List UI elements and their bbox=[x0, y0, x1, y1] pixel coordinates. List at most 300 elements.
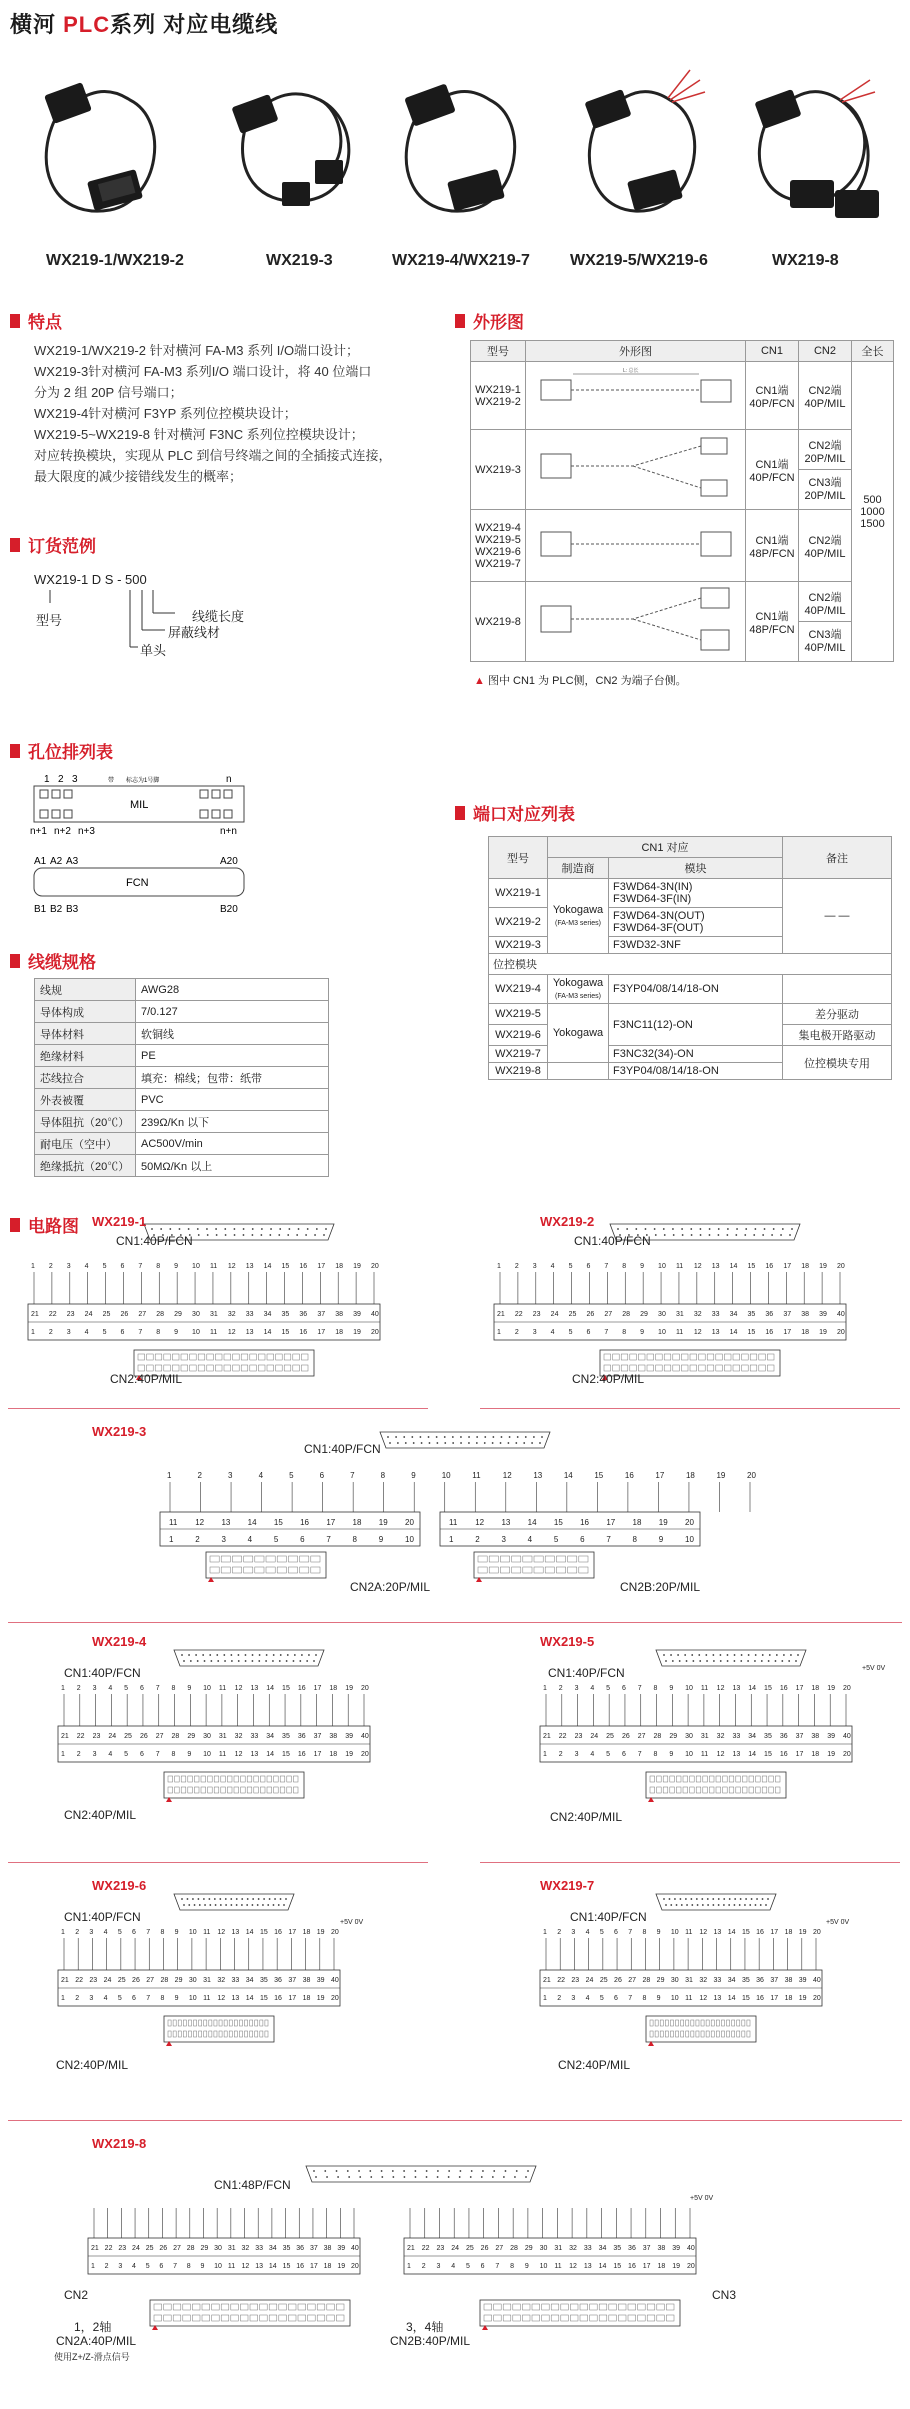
mil-pin bbox=[609, 2315, 617, 2321]
pin-number: 31 bbox=[685, 1977, 693, 1984]
pin-number: 10 bbox=[670, 1929, 679, 1936]
port-model: WX219-7 bbox=[489, 1046, 548, 1063]
pin-number: 7 bbox=[138, 1263, 143, 1270]
mil-pin bbox=[201, 1776, 206, 1782]
pin-number: 33 bbox=[711, 1311, 720, 1318]
pin-number: 20 bbox=[837, 1263, 845, 1270]
fcn-pin-b20: B20 bbox=[220, 904, 238, 915]
diagram-bottom2-prefix: 3，4轴 bbox=[406, 2320, 444, 2334]
fcn-pin bbox=[315, 2176, 317, 2178]
diagram-cn3-label: CN3 bbox=[712, 2288, 737, 2302]
pin-number: 9 bbox=[658, 1535, 664, 1544]
fcn-pin bbox=[789, 1234, 791, 1236]
ordering-label-shield: 屏蔽线材 bbox=[168, 625, 221, 640]
pin-number: 8 bbox=[171, 1685, 176, 1692]
pin-number: 21 bbox=[31, 1311, 39, 1318]
pin-number: 8 bbox=[380, 1471, 386, 1480]
pin-number: 4 bbox=[550, 1329, 555, 1336]
pin-number: 2 bbox=[195, 1535, 200, 1544]
mil-pin bbox=[232, 1556, 241, 1562]
fcn-pin bbox=[509, 1436, 511, 1438]
mil-pin bbox=[308, 2315, 316, 2321]
pin-number: 14 bbox=[527, 1518, 537, 1527]
fcn-pin bbox=[739, 1904, 741, 1906]
pin-number: 39 bbox=[345, 1733, 354, 1740]
port-col-maker: 制造商 bbox=[548, 858, 609, 879]
pin-number: 6 bbox=[586, 1329, 591, 1336]
mil-pin bbox=[707, 1365, 714, 1371]
fcn-pin bbox=[411, 1436, 413, 1438]
power-label: +5V 0V bbox=[690, 2195, 714, 2202]
pin-number: 34 bbox=[729, 1311, 738, 1318]
pin-number: 11 bbox=[203, 1929, 211, 1936]
fcn-pin bbox=[241, 1904, 243, 1906]
pin-number: 14 bbox=[266, 1685, 275, 1692]
mil-pin bbox=[267, 1365, 274, 1371]
pin-number: 24 bbox=[550, 1311, 559, 1318]
fcn-pin bbox=[348, 2176, 350, 2178]
fcn-pin bbox=[194, 1904, 196, 1906]
fcn-pin bbox=[762, 1234, 764, 1236]
mil-pin bbox=[250, 2031, 253, 2037]
pin-number: 24 bbox=[590, 1733, 599, 1740]
pin-number: 18 bbox=[632, 1518, 642, 1527]
mil-pin bbox=[613, 1354, 620, 1360]
fcn-pin bbox=[718, 1228, 720, 1230]
port-model: WX219-5 bbox=[489, 1004, 548, 1025]
pin-number: 2 bbox=[558, 1685, 563, 1692]
pin-number: 19 bbox=[827, 1751, 836, 1758]
pin-number: 35 bbox=[613, 2245, 622, 2252]
mil-pin bbox=[147, 1365, 154, 1371]
fcn-pin bbox=[444, 1442, 446, 1444]
mil-pin bbox=[660, 2031, 663, 2037]
diagram-name: WX219-4 bbox=[92, 1634, 147, 1649]
mil-pin bbox=[613, 1365, 620, 1371]
pin-number: 13 bbox=[231, 1929, 240, 1936]
mil-pin bbox=[709, 1776, 714, 1782]
fcn-pin bbox=[531, 1442, 533, 1444]
mil-pin bbox=[542, 2304, 550, 2310]
mil-pin bbox=[227, 1776, 232, 1782]
mil-pin bbox=[175, 1787, 180, 1793]
fcn-pin bbox=[635, 1228, 637, 1230]
pin-number: 1 bbox=[543, 1751, 547, 1758]
fcn-pin bbox=[745, 1898, 747, 1900]
pin-number: 28 bbox=[186, 2245, 195, 2252]
mil-pin bbox=[192, 2315, 200, 2321]
pin-number: 34 bbox=[598, 2245, 607, 2252]
ordering-heading: 订货范例 bbox=[10, 532, 96, 557]
pin-number: 40 bbox=[351, 2245, 359, 2252]
spec-key: 外表被覆 bbox=[35, 1089, 136, 1111]
pin-number: 19 bbox=[798, 1929, 807, 1936]
fcn-pin bbox=[265, 1660, 267, 1662]
pin-number: 5 bbox=[568, 1263, 573, 1270]
pin-number: 11 bbox=[218, 1751, 227, 1758]
fcn-pin bbox=[702, 1904, 704, 1906]
fcn-pin bbox=[279, 1660, 281, 1662]
fcn-pin bbox=[700, 1228, 702, 1230]
fcn-pin bbox=[484, 1442, 486, 1444]
shape-model: WX219-3 bbox=[471, 430, 526, 510]
fcn-pin bbox=[262, 1904, 264, 1906]
mil-pin bbox=[164, 1365, 171, 1371]
pin-number: 2 bbox=[75, 1995, 80, 2002]
pin-number: 9 bbox=[640, 1263, 645, 1270]
pin-number: 5 bbox=[117, 1995, 122, 2002]
pin-number: 3 bbox=[532, 1329, 537, 1336]
pin-number: 19 bbox=[316, 1995, 325, 2002]
mil-pin bbox=[317, 2304, 325, 2310]
mil-pin bbox=[494, 2315, 502, 2321]
pin-number: 27 bbox=[138, 1311, 147, 1318]
mil-pin-n3: n+3 bbox=[78, 826, 95, 837]
pin-number: 1 bbox=[497, 1263, 501, 1270]
mil-pin bbox=[168, 1787, 173, 1793]
fcn-pin bbox=[468, 1442, 470, 1444]
pin-number: 29 bbox=[669, 1733, 678, 1740]
mil-pin bbox=[747, 2031, 750, 2037]
mil-pin bbox=[266, 1556, 275, 1562]
mil-pin bbox=[173, 2031, 176, 2037]
title-rest: 系列 对应电缆线 bbox=[110, 12, 279, 37]
fcn-pin bbox=[492, 2176, 494, 2178]
pin-number: 11 bbox=[675, 1329, 684, 1336]
pin-number: 8 bbox=[653, 1751, 658, 1758]
spec-value: 50MΩ/Kn 以上 bbox=[136, 1155, 329, 1177]
fcn-pin bbox=[712, 1898, 714, 1900]
divider bbox=[480, 1862, 900, 1863]
pin-number: 30 bbox=[539, 2245, 548, 2252]
fcn-pin bbox=[452, 1436, 454, 1438]
pin-number: 18 bbox=[329, 1751, 338, 1758]
mil-pin bbox=[212, 2315, 220, 2321]
fcn-pin bbox=[701, 1898, 703, 1900]
fcn-pin bbox=[476, 1436, 478, 1438]
mil-pin bbox=[241, 1787, 246, 1793]
fcn-pin bbox=[734, 1898, 736, 1900]
pin-number: 15 bbox=[259, 1929, 268, 1936]
diagram-top-connector: CN1:40P/FCN bbox=[574, 1234, 651, 1248]
mil-pin bbox=[229, 2031, 232, 2037]
fcn-pin bbox=[718, 1234, 720, 1236]
mil-pin bbox=[221, 2304, 229, 2310]
mil-pin bbox=[696, 1776, 701, 1782]
pin-number: 18 bbox=[335, 1263, 344, 1270]
fcn-pin bbox=[492, 1436, 494, 1438]
mil-pin bbox=[204, 2031, 207, 2037]
pin-number: 32 bbox=[241, 2245, 250, 2252]
port-model: WX219-1 bbox=[489, 879, 548, 908]
fcn-pin-b2: B2 bbox=[50, 904, 63, 915]
pin-number: 13 bbox=[245, 1329, 254, 1336]
mil-pin bbox=[532, 2304, 540, 2310]
pin-number: 7 bbox=[495, 2263, 500, 2270]
mil-pin bbox=[706, 2031, 709, 2037]
mil-pin-n1: n+1 bbox=[30, 826, 47, 837]
pin-number: 10 bbox=[188, 1929, 197, 1936]
pin-number: 32 bbox=[234, 1733, 243, 1740]
pin-number: 6 bbox=[300, 1535, 305, 1544]
pin-number: 32 bbox=[227, 1311, 236, 1318]
mil-pin bbox=[716, 1787, 721, 1793]
fcn-pin bbox=[514, 2176, 516, 2178]
pin-number: 10 bbox=[685, 1535, 694, 1544]
mil-pin bbox=[762, 1787, 767, 1793]
pin-number: 37 bbox=[288, 1977, 297, 1984]
pin-number: 12 bbox=[195, 1518, 205, 1527]
diagram-bottom-connector: CN2:40P/MIL bbox=[558, 2058, 631, 2072]
fcn-pin bbox=[718, 1898, 720, 1900]
fcn-pin bbox=[501, 1436, 503, 1438]
fcn-pin bbox=[308, 1654, 310, 1656]
fcn-pin bbox=[414, 2170, 416, 2172]
pin-number: 36 bbox=[299, 1311, 308, 1318]
pin-number: 11 bbox=[209, 1263, 218, 1270]
pin-number: 11 bbox=[700, 1685, 709, 1692]
fcn-pin-a1: A1 bbox=[34, 856, 47, 867]
pin-number: 3 bbox=[228, 1471, 233, 1480]
mil-pin bbox=[215, 1365, 222, 1371]
mil-pin bbox=[260, 1787, 265, 1793]
pin-number: 15 bbox=[741, 1995, 750, 2002]
fcn-pin bbox=[503, 2176, 505, 2178]
fcn-pin bbox=[476, 1442, 478, 1444]
mil-pin bbox=[686, 2020, 689, 2026]
pin-number: 20 bbox=[361, 1685, 369, 1692]
shape-col-drawing: 外形图 bbox=[526, 341, 746, 362]
pin-number: 10 bbox=[539, 2263, 548, 2270]
fcn-pin bbox=[236, 1904, 238, 1906]
pin-number: 6 bbox=[120, 1263, 125, 1270]
mil-pin bbox=[239, 2020, 242, 2026]
pin-number: 6 bbox=[319, 1471, 325, 1480]
ordering-model: WX219-1 D S - 500 bbox=[34, 572, 147, 587]
mil-pin bbox=[245, 2020, 248, 2026]
pin-number: 39 bbox=[798, 1977, 807, 1984]
fcn-pin bbox=[460, 2170, 462, 2172]
shape-col-length: 全长 bbox=[852, 341, 894, 362]
fcn-pin bbox=[230, 1654, 232, 1656]
fcn-pin bbox=[278, 1234, 280, 1236]
mil-pin bbox=[767, 1365, 774, 1371]
mil-pin bbox=[183, 2020, 186, 2026]
mil-pin bbox=[168, 1776, 173, 1782]
pin-number: 4 bbox=[103, 1995, 108, 2002]
fcn-pin bbox=[359, 2176, 361, 2178]
features-heading: 特点 bbox=[10, 308, 62, 333]
mil-pin bbox=[181, 1787, 186, 1793]
mil-pin bbox=[522, 2315, 530, 2321]
diagram-bottom2-connector: CN2B:40P/MIL bbox=[390, 2334, 471, 2348]
pin-number: 21 bbox=[543, 1733, 551, 1740]
pin-number: 15 bbox=[553, 1518, 563, 1527]
fcn-pin bbox=[663, 1228, 665, 1230]
mil-pin bbox=[681, 1354, 688, 1360]
mil-pin bbox=[736, 1787, 741, 1793]
pin-number: 12 bbox=[716, 1751, 725, 1758]
mil-pin bbox=[277, 1567, 286, 1573]
mil-pin bbox=[202, 2315, 210, 2321]
pin-number: 14 bbox=[729, 1263, 738, 1270]
spec-heading: 线缆规格 bbox=[10, 948, 96, 973]
mil-pin bbox=[138, 1354, 145, 1360]
fcn-pin bbox=[437, 2176, 439, 2178]
mil-pin bbox=[724, 1365, 731, 1371]
fcn-pin bbox=[219, 1898, 221, 1900]
mil-pin bbox=[727, 2031, 730, 2037]
fcn-pin bbox=[403, 1436, 405, 1438]
pin-number: 30 bbox=[685, 1733, 693, 1740]
mil-pin bbox=[736, 1776, 741, 1782]
pin-number: 30 bbox=[192, 1311, 200, 1318]
shape-cn1: CN1端 48P/FCN bbox=[746, 510, 799, 582]
pin-number: 12 bbox=[241, 2263, 250, 2270]
pin-number: 19 bbox=[819, 1329, 827, 1336]
pin-number: 10 bbox=[192, 1329, 200, 1336]
port-module: F3YP04/08/14/18-ON bbox=[609, 975, 783, 1004]
mil-pin bbox=[288, 1567, 297, 1573]
fcn-pin bbox=[734, 1660, 736, 1662]
fcn-pin-a20: A20 bbox=[220, 856, 238, 867]
pin-number: 11 bbox=[472, 1471, 481, 1480]
fcn-pin bbox=[741, 1654, 743, 1656]
mil-pin bbox=[298, 2304, 306, 2310]
mil-pin bbox=[194, 1787, 199, 1793]
mil-pin bbox=[650, 1787, 655, 1793]
fcn-pin bbox=[707, 1904, 709, 1906]
pin-number: 38 bbox=[811, 1733, 820, 1740]
pin-number: 8 bbox=[171, 1751, 176, 1758]
fcn-pin bbox=[313, 2170, 315, 2172]
pin-number: 7 bbox=[604, 1329, 609, 1336]
mil-pin bbox=[154, 2304, 162, 2310]
mil-pin bbox=[188, 2031, 191, 2037]
pin-number: 23 bbox=[66, 1311, 75, 1318]
product-label: WX219-1/WX219-2 bbox=[46, 252, 184, 269]
fcn-pin bbox=[326, 2176, 328, 2178]
feature-line: 对应转换模块，实现从 PLC 到信号终端之间的全插接式连接， bbox=[34, 448, 392, 463]
pin-number: 8 bbox=[622, 1329, 627, 1336]
mil-pin bbox=[204, 2020, 207, 2026]
mil-pin bbox=[721, 2020, 724, 2026]
pin-number: 14 bbox=[245, 1929, 254, 1936]
pin-number: 32 bbox=[217, 1977, 226, 1984]
fcn-pin bbox=[734, 1904, 736, 1906]
mil-pin bbox=[756, 1776, 761, 1782]
pin-number: 24 bbox=[84, 1311, 93, 1318]
fcn-pin bbox=[215, 1904, 217, 1906]
fcn-pin bbox=[525, 1436, 527, 1438]
pin-number: 29 bbox=[656, 1977, 665, 1984]
pin-number: 33 bbox=[583, 2245, 592, 2252]
power-label: +5V 0V bbox=[826, 1919, 850, 1926]
port-model: WX219-2 bbox=[489, 908, 548, 937]
fcn-pin bbox=[782, 1228, 784, 1230]
mil-pin bbox=[750, 1365, 757, 1371]
fcn-pin bbox=[151, 1228, 153, 1230]
pin-number: 11 bbox=[554, 2263, 562, 2270]
pin-number: 7 bbox=[604, 1263, 609, 1270]
pin-number: 12 bbox=[699, 1995, 708, 2002]
fcn-pin bbox=[760, 1904, 762, 1906]
pin-number: 27 bbox=[495, 2245, 504, 2252]
mil-pin-nn: n+n bbox=[220, 826, 237, 837]
mil-pin bbox=[512, 1556, 521, 1562]
mil-pin bbox=[647, 1354, 654, 1360]
fcn-pin bbox=[728, 1904, 730, 1906]
mil-pin bbox=[618, 2304, 626, 2310]
mil-pin bbox=[650, 2020, 653, 2026]
mil-pin bbox=[155, 1365, 162, 1371]
mil-pin bbox=[241, 1365, 248, 1371]
mil-pin bbox=[621, 1365, 628, 1371]
pin-number: 3 bbox=[571, 1995, 576, 2002]
fcn-pin bbox=[358, 2170, 360, 2172]
mil-pin bbox=[155, 1354, 162, 1360]
spec-value: AC500V/min bbox=[136, 1133, 329, 1155]
fcn-pin bbox=[681, 1904, 683, 1906]
pin-number: 16 bbox=[299, 1329, 308, 1336]
fcn-pin bbox=[768, 1660, 770, 1662]
pin-number: 5 bbox=[599, 1929, 604, 1936]
fcn-pin bbox=[740, 1898, 742, 1900]
pin-number: 16 bbox=[765, 1263, 774, 1270]
fcn-pin bbox=[679, 1660, 681, 1662]
pin-number: 20 bbox=[837, 1329, 845, 1336]
fcn-pin bbox=[286, 1660, 288, 1662]
fcn-pin bbox=[751, 1898, 753, 1900]
pin-number: 34 bbox=[263, 1311, 272, 1318]
fcn-pin bbox=[699, 1660, 701, 1662]
mil-pin bbox=[691, 2020, 694, 2026]
fcn-pin bbox=[283, 1904, 285, 1906]
mil-pin bbox=[750, 1354, 757, 1360]
mil-pin bbox=[699, 1354, 706, 1360]
mil-pin bbox=[247, 1787, 252, 1793]
fcn-pin bbox=[527, 2170, 529, 2172]
pin-number: 9 bbox=[174, 1995, 179, 2002]
pin-number: 22 bbox=[558, 1733, 567, 1740]
mil-pin bbox=[666, 2304, 674, 2310]
fcn-pin bbox=[347, 2170, 349, 2172]
shape-model: WX219-8 bbox=[471, 582, 526, 662]
fcn-pin bbox=[706, 1660, 708, 1662]
pin-number: 30 bbox=[203, 1733, 211, 1740]
mil-pin bbox=[138, 1365, 145, 1371]
mil-pin bbox=[609, 2304, 617, 2310]
fcn-pin bbox=[231, 1660, 233, 1662]
spec-value: PE bbox=[136, 1045, 329, 1067]
fcn-pin bbox=[287, 1234, 289, 1236]
fcn-pin bbox=[729, 1898, 731, 1900]
pin-number: 20 bbox=[351, 2263, 359, 2270]
mil-name: MIL bbox=[130, 799, 149, 811]
pin-number: 27 bbox=[173, 2245, 181, 2252]
fcn-pin bbox=[187, 1898, 189, 1900]
fcn-pin bbox=[209, 1654, 211, 1656]
pin-number: 10 bbox=[203, 1751, 211, 1758]
fcn-pin bbox=[771, 1234, 773, 1236]
pin-number: 19 bbox=[827, 1685, 836, 1692]
fcn-pin bbox=[215, 1228, 217, 1230]
diagram-bottom-note: 使用Z+/Z-滑点信号 bbox=[54, 2352, 130, 2362]
mil-pin bbox=[716, 1776, 721, 1782]
pin-number: 18 bbox=[302, 1929, 311, 1936]
pin-number: 23 bbox=[574, 1733, 583, 1740]
shape-length: 500 1000 1500 bbox=[852, 362, 894, 662]
